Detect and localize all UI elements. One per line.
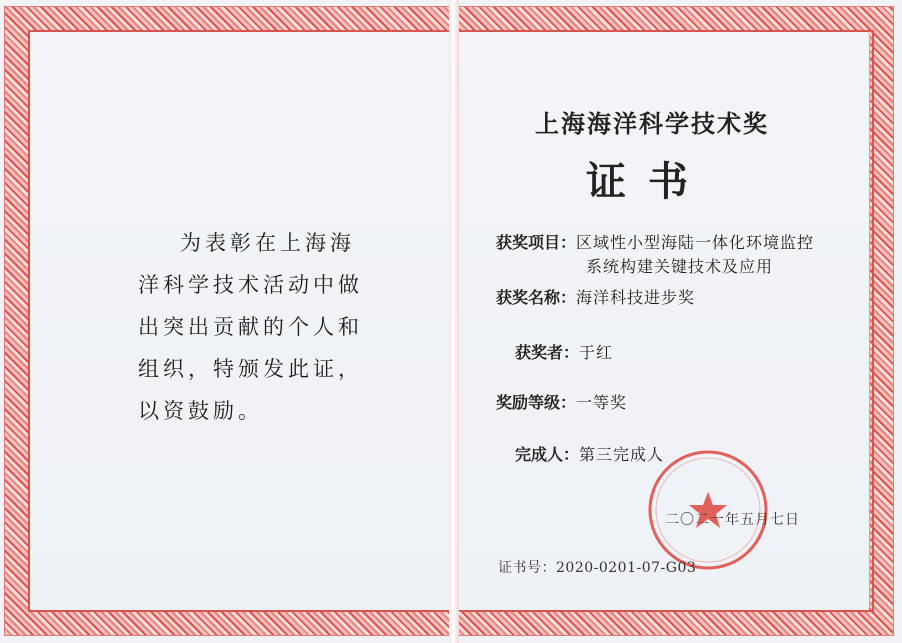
award-name-field xyxy=(496,285,695,308)
dedication-line: 以资鼓励。 xyxy=(138,399,263,423)
dedication-line: 为表彰在上海海 xyxy=(180,231,355,255)
dedication-text xyxy=(138,222,388,432)
project-label: 获奖项目： xyxy=(496,233,577,252)
winner-field xyxy=(515,340,613,363)
certificate-number: 证书号：2020-0201-07-G03 xyxy=(498,560,697,576)
award-level-field xyxy=(496,390,627,413)
award-name-label: 获奖名称： xyxy=(496,288,577,307)
dedication-line: 组织，特颁发此证， xyxy=(138,357,363,381)
page-fold xyxy=(449,0,459,643)
contributor-label: 完成人： xyxy=(515,445,580,464)
winner-value: 于红 xyxy=(579,343,614,362)
project-value-line1: 区域性小型海陆一体化环境监控 xyxy=(576,233,815,252)
dedication-line: 出突出贡献的个人和 xyxy=(138,315,363,339)
award-level-label: 奖励等级： xyxy=(496,393,577,412)
issue-date: 二〇二一年五月七日 xyxy=(665,512,800,528)
project-value-line2: 系统构建关键技术及应用 xyxy=(586,257,774,276)
winner-label: 获奖者： xyxy=(515,343,580,362)
certificate-title: 上海海洋科学技术奖 xyxy=(535,110,769,138)
project-field xyxy=(496,231,815,276)
certificate-subtitle: 证书 xyxy=(586,159,710,205)
award-level-value: 一等奖 xyxy=(576,393,628,412)
contributor-field xyxy=(515,442,664,465)
dedication-line: 洋科学技术活动中做 xyxy=(138,273,363,297)
award-name-value: 海洋科技进步奖 xyxy=(576,288,696,307)
contributor-value: 第三完成人 xyxy=(579,445,665,464)
